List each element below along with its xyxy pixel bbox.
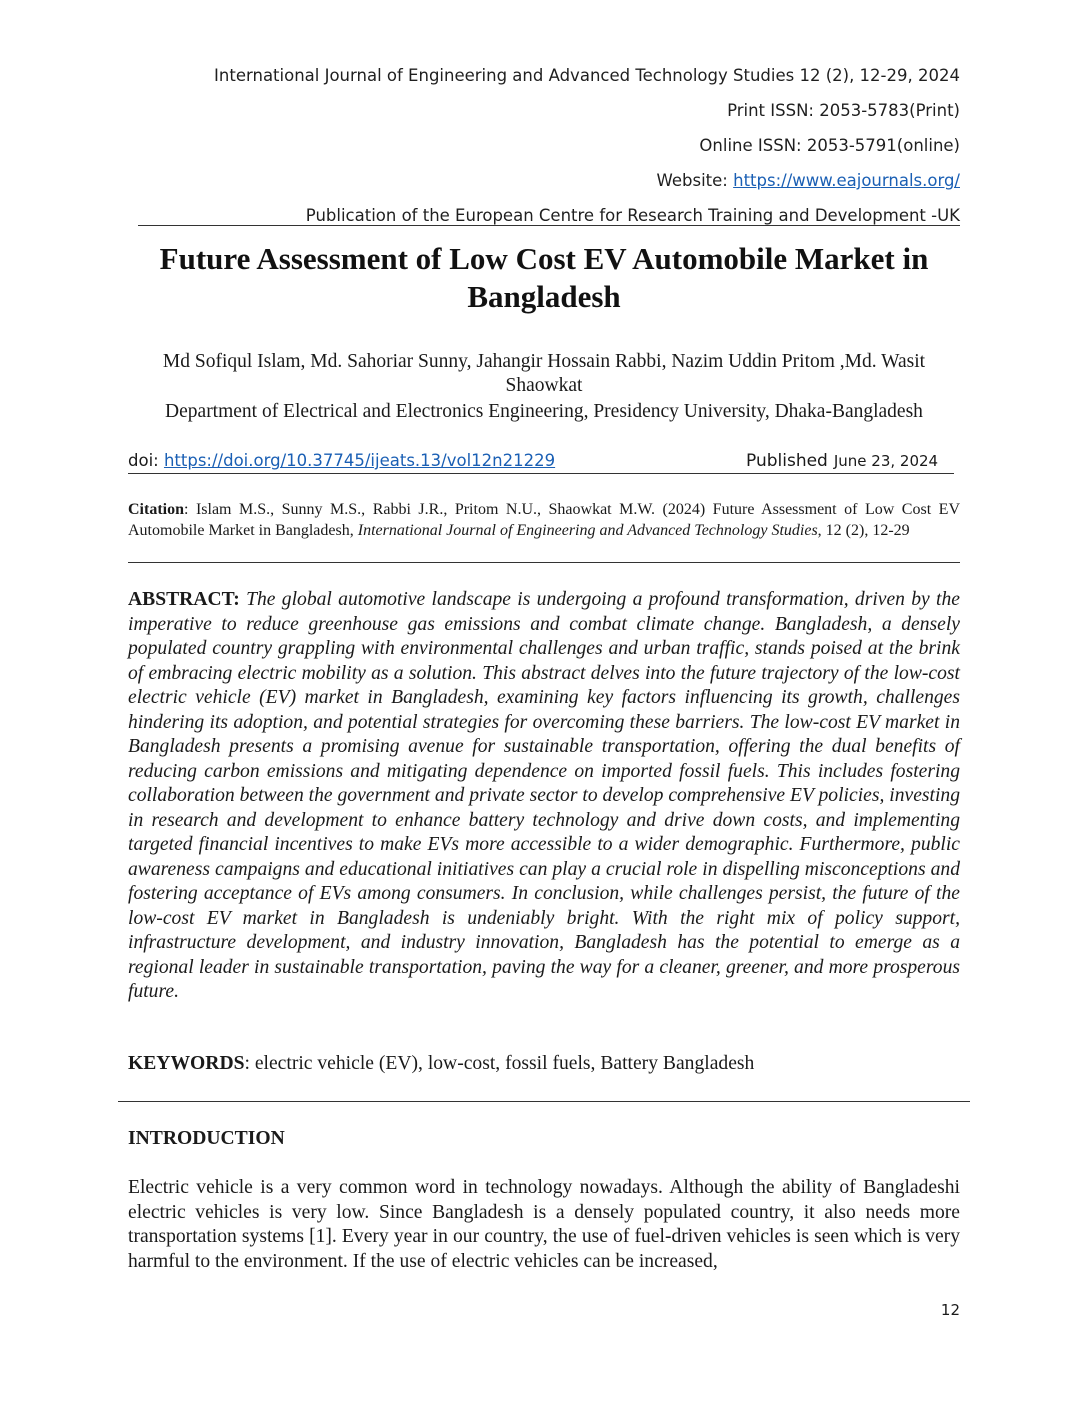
keywords xyxy=(128,1052,960,1076)
online-issn: Online ISSN: 2053-5791(online) xyxy=(699,136,960,155)
abstract xyxy=(128,588,960,1005)
authors: Md Sofiqul Islam, Md. Sahoriar Sunny, Jahangir Hossain Rabbi, Nazim Uddin Pritom ,Md. Wasit Shaowkat xyxy=(162,351,926,396)
introduction-text: Electric vehicle is a very common word in technology nowadays. Although the ability of Bangladeshi electric vehicles is very low. Since Bangladesh is a densely populated country, it also needs more transportation systems [1]. Every year in our country, the use of fuel-driven vehicles is seen which is very harmful to the environment. If the use of electric vehicles can be increased, xyxy=(128,1177,960,1272)
citation-journal: International Journal of Engineering and Advanced Technology Studies xyxy=(357,522,818,539)
journal-line: International Journal of Engineering and Advanced Technology Studies 12 (2), 12-29, 2024 xyxy=(214,66,960,85)
publisher-line: Publication of the European Centre for Research Training and Development -UK xyxy=(305,206,960,225)
citation xyxy=(128,499,960,541)
website-label: Website: xyxy=(656,171,734,190)
website-link[interactable]: https://www.eajournals.org/ xyxy=(733,171,960,190)
citation-divider xyxy=(128,562,960,563)
abstract-text: The global automotive landscape is undergoing a profound transformation, driven by the imperative to reduce greenhouse gas emissions and combat climate change. Bangladesh, a densely populated country grappling with environmental challenges and urban traffic, stands poised at the brink of embracing electric mobility as a solution. This abstract delves into the future trajectory of the low-cost electric vehicle (EV) market in Bangladesh, examining key factors influencing its growth, challenges hindering its adoption, and potential strategies for overcoming these barriers. The low-cost EV market in Bangladesh presents a promising avenue for sustainable transportation, offering the dual benefits of reducing carbon emissions and mitigating dependence on imported fossil fuels. This includes fostering collaboration between the government and private sector to develop comprehensive EV policies, investing in research and development to enhance battery technology and drive down costs, and implementing targeted financial incentives to make EVs more accessible to a wider demographic. Furthermore, public awareness campaigns and educational initiatives can play a crucial role in dispelling misconceptions and fostering acceptance of EVs among consumers. In conclusion, while challenges persist, the future of the low-cost EV market in Bangladesh is undeniably bright. With the right mix of policy support, infrastructure development, and industry innovation, Bangladesh has the potential to emerge as a regional leader in sustainable transportation, paving the way for a cleaner, greener, and more prosperous future. xyxy=(128,589,960,1002)
doi-divider xyxy=(128,473,954,474)
header-divider xyxy=(138,225,960,226)
published-info xyxy=(746,451,938,471)
page-number: 12 xyxy=(940,1301,960,1319)
doi-line xyxy=(128,451,555,470)
paper-title: Future Assessment of Low Cost EV Automobile Market in Bangladesh xyxy=(159,241,929,314)
citation-volume: , 12 (2), 12-29 xyxy=(817,522,910,539)
keywords-divider xyxy=(118,1101,970,1102)
keywords-label: KEYWORDS xyxy=(128,1053,245,1074)
affiliation: Department of Electrical and Electronics Engineering, Presidency University, Dhaka-Bangladesh xyxy=(165,401,923,422)
abstract-label: ABSTRACT: xyxy=(128,589,240,610)
doi-link[interactable]: https://doi.org/10.37745/ijeats.13/vol12n21229 xyxy=(163,451,556,470)
citation-label: Citation xyxy=(128,501,184,518)
citation-text: : Islam M.S., Sunny M.S., Rabbi J.R., Pritom N.U., Shaowkat M.W. (2024) Future Assessment of Low Cost EV Automobile Market in Bangladesh, xyxy=(128,501,960,539)
doi-label: doi: xyxy=(128,451,164,470)
published-label: Published xyxy=(746,451,828,471)
website-line xyxy=(657,171,960,190)
introduction-heading: INTRODUCTION xyxy=(128,1128,285,1149)
keywords-text: : electric vehicle (EV), low-cost, fossil fuels, Battery Bangladesh xyxy=(244,1053,755,1074)
published-date: June 23, 2024 xyxy=(833,452,939,470)
print-issn: Print ISSN: 2053-5783(Print) xyxy=(727,101,960,120)
